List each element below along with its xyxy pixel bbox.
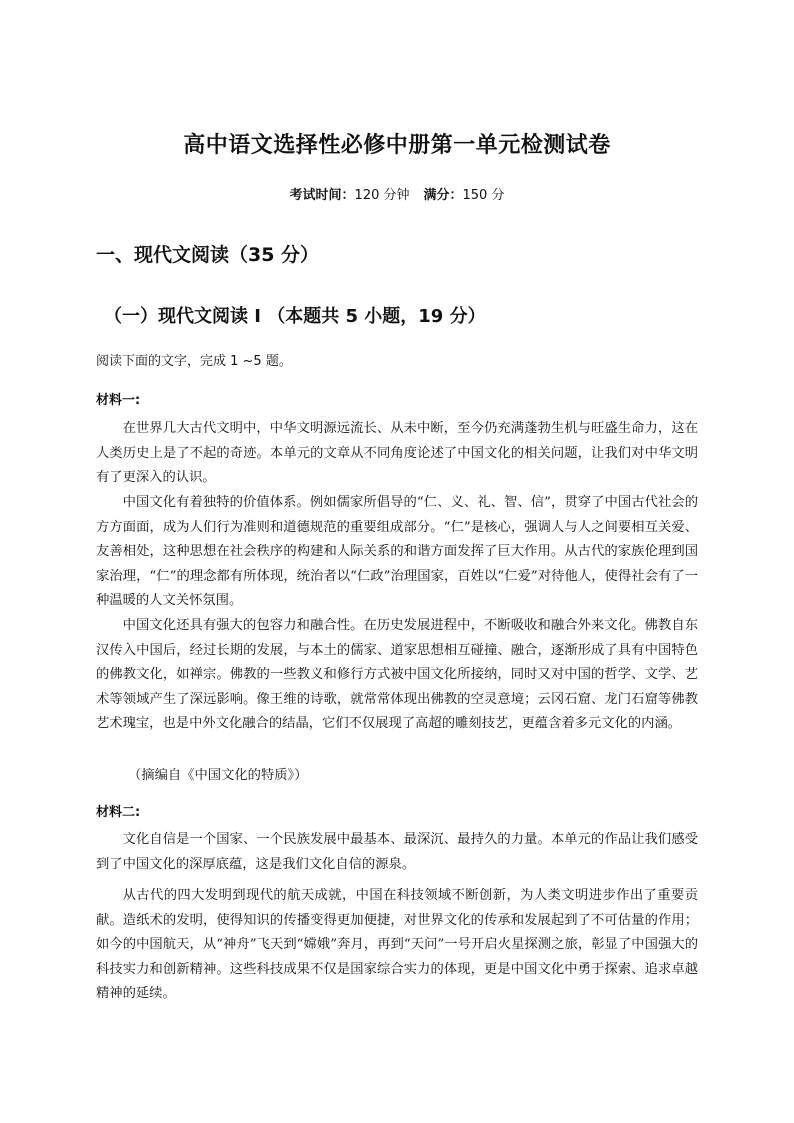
material-one-paragraph: 在世界几大古代文明中，中华文明源远流长、从未中断，至今仍充满蓬勃生机与旺盛生命力，这在人类历史上是了不起的奇迹。本单元的文章从不同角度论述了中国文化的相关问题，让我们对中华文明有了更深入的认识。: [96, 421, 698, 486]
section-heading: 一、现代文阅读（35 分）: [96, 244, 320, 266]
subsection-heading: （一）现代文阅读 Ⅰ （本题共 5 小题，19 分）: [104, 306, 486, 327]
material-one-paragraph: 中国文化有着独特的价值体系。例如儒家所倡导的“仁、义、礼、智、信”，贯穿了中国古代社会的方方面面，成为人们行为准则和道德规范的重要组成部分。“仁”是核心，强调人与人之间要相互关爱、友善相处，这种思想在社会秩序的构建和人际关系的和谐方面发挥了巨大作用。从古代的家族伦理到国家治理，“仁”的理念都有所体现，统治者以“仁政”治理国家，百姓以“仁爱”对待他人，使得社会有了一种温暖的人文关怀氛围。: [96, 495, 698, 609]
material-two-paragraph: 从古代的四大发明到现代的航天成就，中国在科技领域不断创新，为人类文明进步作出了重要贡献。造纸术的发明，使得知识的传播变得更加便捷，对世界文化的传承和发展起到了不可估量的作用；如今的中国航天，从“神舟”飞天到“嫦娥”奔月，再到“天问”一号开启火星探测之旅，彰显了中国强大的科技实力和创新精神。这些科技成果不仅是国家综合实力的体现，更是中国文化中勇于探索、追求卓越精神的延续。: [96, 888, 698, 1002]
material-one-source: （摘编自《中国文化的特质》）: [128, 768, 308, 783]
time-value: 120 分钟: [354, 188, 410, 203]
material-one-paragraph: 中国文化还具有强大的包容力和融合性。在历史发展进程中，不断吸收和融合外来文化。佛教自东汉传入中国后，经过长期的发展，与本土的儒家、道家思想相互碰撞、融合，逐渐形成了具有中国特色的佛教文化，如禅宗。佛教的一些教义和修行方式被中国文化所接纳，同时又对中国的哲学、文学、艺术等领域产生了深远影响。像王维的诗歌，就常常体现出佛教的空灵意境；云冈石窟、龙门石窟等佛教艺术瑰宝，也是中外文化融合的结晶，它们不仅展现了高超的雕刻技艺，更蕴含着多元文化的内涵。: [96, 618, 698, 732]
material-one-label: 材料一:: [96, 393, 141, 408]
material-two-paragraph: 文化自信是一个国家、一个民族发展中最基本、最深沉、最持久的力量。本单元的作品让我们感受到了中国文化的深厚底蕴，这是我们文化自信的源泉。: [96, 832, 698, 872]
score-value: 150 分: [462, 188, 505, 203]
time-label: 考试时间：: [289, 188, 355, 203]
material-two-label: 材料二:: [96, 805, 141, 820]
score-label: 满分：: [423, 188, 463, 203]
reading-instruction: 阅读下面的文字，完成 1 ~5 题。: [96, 354, 292, 369]
exam-title: 高中语文选择性必修中册第一单元检测试卷: [183, 133, 611, 158]
exam-meta: [0, 184, 794, 203]
